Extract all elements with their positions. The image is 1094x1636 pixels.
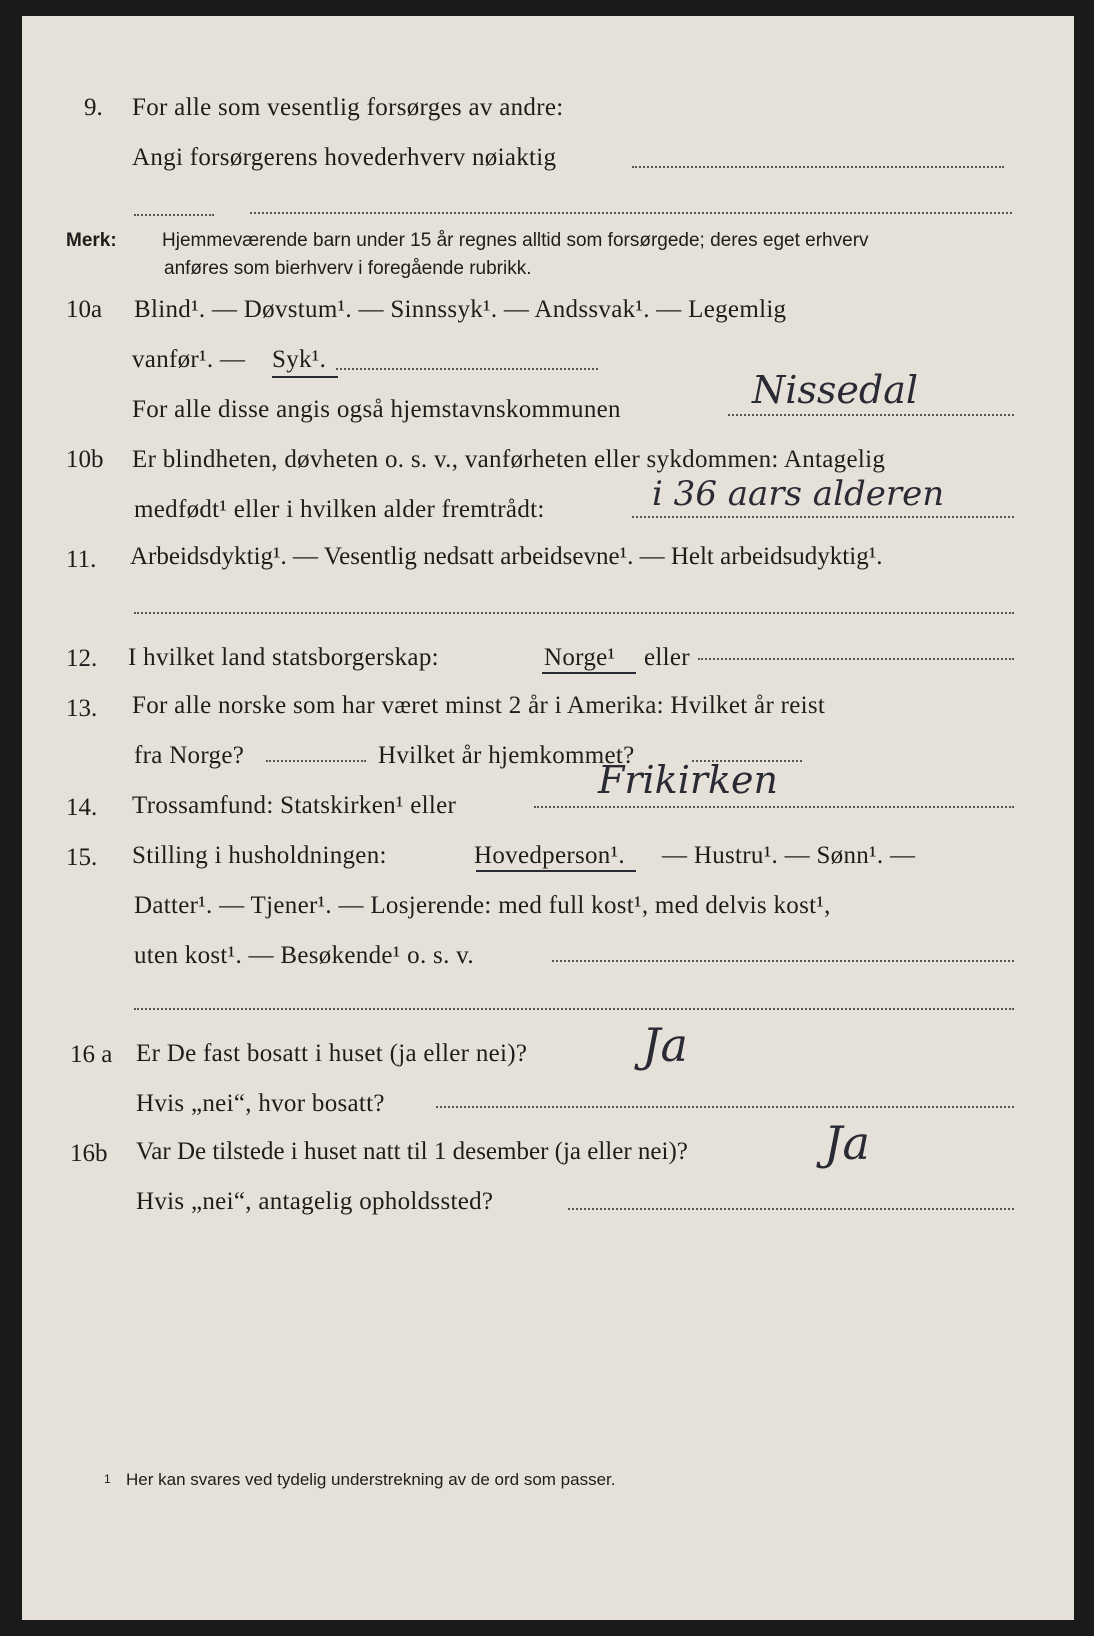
- q16b-line1: Var De tilstede i huset natt til 1 desember (ja eller nei)?: [136, 1138, 688, 1165]
- q10a-number: 10a: [66, 296, 103, 323]
- q15-line2: Datter¹. — Tjener¹. — Losjerende: med full kost¹, med delvis kost¹,: [134, 892, 831, 919]
- q16a-number: 16 a: [70, 1041, 113, 1068]
- q16b-line2: Hvis „nei“, antagelig opholdssted?: [136, 1188, 494, 1215]
- q10b-number: 10b: [66, 446, 104, 473]
- q9-answer-line: [632, 166, 1004, 168]
- q10b-answer-line: [632, 516, 1014, 518]
- q10a-line2-prefix: vanfør¹. —: [132, 346, 246, 373]
- q15-answer-line: [552, 960, 1014, 962]
- q10a-line3: For alle disse angis også hjemstavnskommunen: [132, 396, 621, 423]
- q13-number: 13.: [66, 695, 98, 722]
- q11-line1: Arbeidsdyktig¹. — Vesentlig nedsatt arbeidsevne¹. — Helt arbeidsudyktig¹.: [130, 543, 883, 570]
- q15-answer-line-2: [134, 1008, 1014, 1010]
- merk-label: Merk:: [66, 230, 117, 251]
- q10b-line1: Er blindheten, døvheten o. s. v., vanførheten eller sykdommen: Antagelig: [132, 446, 886, 473]
- q13-reist-line: [266, 760, 366, 762]
- q16a-line2: Hvis „nei“, hvor bosatt?: [136, 1090, 385, 1117]
- q13-line1: For alle norske som har været minst 2 år i Amerika: Hvilket år reist: [132, 692, 826, 719]
- q16a-handwritten-answer: Ja: [642, 1018, 688, 1072]
- q9-answer-line-2a: [134, 214, 214, 216]
- q11-answer-line: [134, 612, 1014, 614]
- q15-line1-prefix: Stilling i husholdningen:: [132, 842, 387, 869]
- footnote-text: Her kan svares ved tydelig understrekning av de ord som passer.: [126, 1470, 616, 1489]
- q15-line3: uten kost¹. — Besøkende¹ o. s. v.: [134, 942, 474, 969]
- q14-number: 14.: [66, 794, 98, 821]
- q9-line2: Angi forsørgerens hovederhverv nøiaktig: [132, 144, 557, 171]
- q10a-answer-line: [728, 414, 1014, 416]
- merk-line2: anføres som bierhverv i foregående rubrikk.: [164, 258, 532, 279]
- q10a-handwritten-answer: Nissedal: [752, 368, 919, 412]
- q9-line1: For alle som vesentlig forsørges av andre:: [132, 94, 564, 121]
- q14-line1: Trossamfund: Statskirken¹ eller: [132, 792, 457, 819]
- q16a-line1: Er De fast bosatt i huset (ja eller nei)?: [136, 1040, 528, 1067]
- q15-hovedperson-option: Hovedperson¹.: [474, 842, 625, 869]
- q14-answer-line: [534, 806, 1014, 808]
- q16a-answer-line: [436, 1106, 1014, 1108]
- q12-answer-line: [698, 658, 1014, 660]
- q12-text: I hvilket land statsborgerskap:: [128, 644, 439, 671]
- census-form-page: [22, 16, 1074, 1620]
- q13-line2a: fra Norge?: [134, 742, 245, 769]
- q13-line2b: Hvilket år hjemkommet?: [378, 742, 635, 769]
- q16b-answer-line: [568, 1208, 1014, 1210]
- q9-answer-line-2b: [250, 212, 1012, 214]
- q10b-handwritten-answer: i 36 aars alderen: [652, 474, 945, 514]
- q9-number: 9.: [84, 94, 103, 121]
- q15-number: 15.: [66, 844, 98, 871]
- q10a-line1: Blind¹. — Døvstum¹. — Sinnssyk¹. — Andssvak¹. — Legemlig: [134, 296, 787, 323]
- q16b-number: 16b: [70, 1140, 108, 1167]
- q10a-syk-underline: [272, 376, 338, 378]
- q12-norge-option: Norge¹: [544, 644, 616, 671]
- merk-line1: Hjemmeværende barn under 15 år regnes alltid som forsørgede; deres eget erhverv: [162, 230, 869, 251]
- q16b-handwritten-answer: Ja: [824, 1116, 870, 1170]
- q10a-line2-dots: [336, 368, 598, 370]
- q10a-syk-option: Syk¹.: [272, 346, 327, 373]
- q12-number: 12.: [66, 645, 98, 672]
- q15-hovedperson-underline: [476, 870, 636, 872]
- q11-number: 11.: [66, 546, 97, 573]
- q12-norge-underline: [542, 672, 636, 674]
- footnote-mark: 1: [104, 1472, 111, 1486]
- q10b-line2: medfødt¹ eller i hvilken alder fremtrådt:: [134, 496, 545, 523]
- q15-line1-suffix: — Hustru¹. — Sønn¹. —: [662, 842, 916, 869]
- q14-handwritten-answer: Frikirken: [598, 758, 779, 802]
- q12-eller: eller: [644, 644, 690, 671]
